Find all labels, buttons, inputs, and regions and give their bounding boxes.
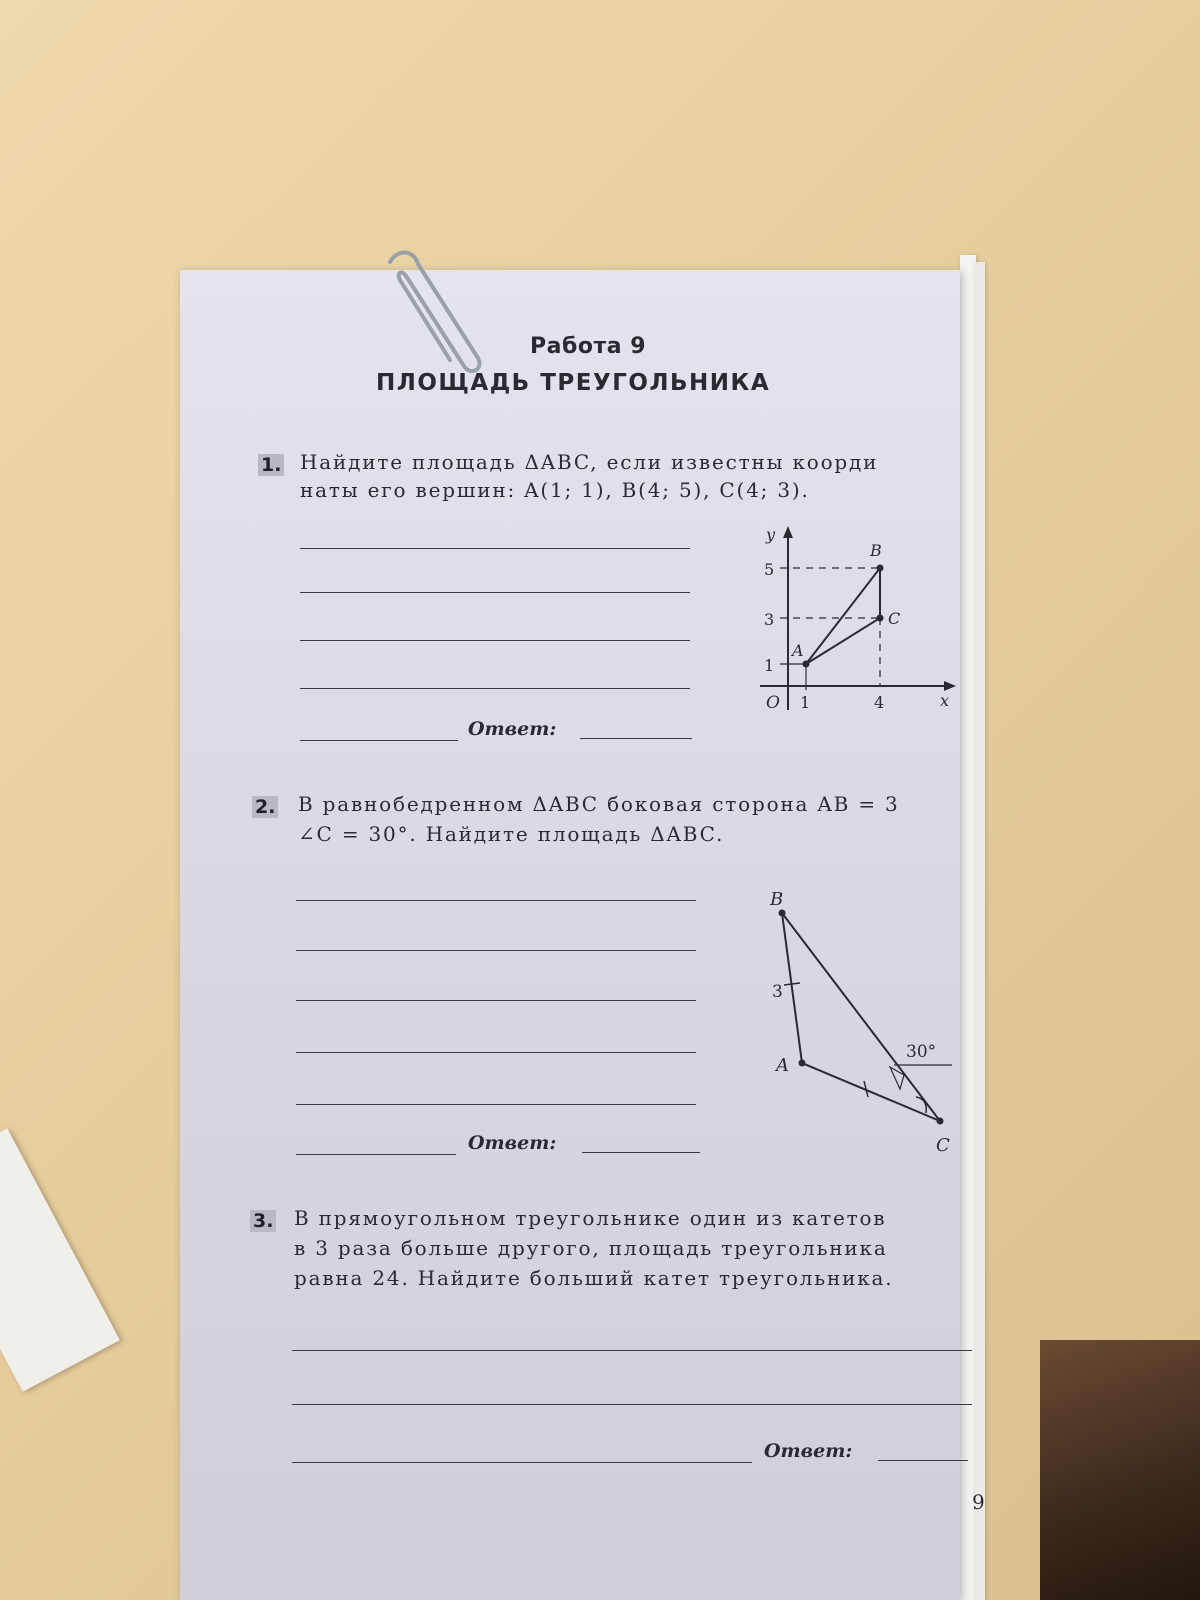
task-2-point-a: A — [776, 1055, 789, 1076]
task-1-y-tick-1: 1 — [764, 656, 775, 675]
task-1-origin-label: O — [766, 693, 780, 713]
task-2-answer-line — [296, 1104, 696, 1105]
task-2-angle-label: 30° — [906, 1042, 937, 1062]
task-3-line-2: в 3 раза больше другого, площадь треугольника — [294, 1236, 888, 1260]
topic-title: ПЛОЩАДЬ ТРЕУГОЛЬНИКА — [376, 370, 771, 396]
task-2-number: 2. — [252, 796, 278, 818]
task-1-answer-label: Ответ: — [468, 718, 557, 740]
task-1-x-tick-1: 1 — [800, 693, 811, 712]
task-2-answer-line — [296, 1000, 696, 1001]
task-2-answer-field[interactable] — [582, 1152, 700, 1153]
paper-stack-edge — [960, 255, 976, 1600]
task-1-point-b: B — [870, 541, 882, 560]
task-3-line-1: В прямоугольном треугольнике один из катетов — [294, 1206, 887, 1230]
page-number: 9 — [972, 1490, 985, 1514]
task-1-answer-line — [300, 688, 690, 689]
task-3-answer-line — [292, 1350, 972, 1351]
task-2-triangle-figure — [740, 875, 960, 1165]
task-2-answer-label: Ответ: — [468, 1132, 557, 1154]
task-2-answer-line — [296, 1154, 456, 1155]
task-1-point-c: C — [888, 609, 901, 628]
background-white-card — [0, 1128, 120, 1392]
task-3-answer-line — [292, 1462, 752, 1463]
task-1-line-1: Найдите площадь ΔABC, если известны коорди — [300, 450, 879, 474]
task-2-side-label: 3 — [772, 982, 783, 1002]
task-1-answer-line — [300, 592, 690, 593]
task-1-answer-line — [300, 740, 458, 741]
task-2-answer-line — [296, 1052, 696, 1053]
task-1-point-a: A — [792, 641, 804, 660]
task-2-answer-line — [296, 950, 696, 951]
task-1-answer-line — [300, 548, 690, 549]
work-title: Работа 9 — [530, 334, 647, 359]
task-1-line-2: наты его вершин: A(1; 1), B(4; 5), C(4; 3). — [300, 478, 810, 502]
task-2-line-2: ∠C = 30°. Найдите площадь ΔABC. — [298, 822, 725, 846]
task-2-point-b: B — [770, 889, 784, 910]
task-1-x-label: x — [940, 691, 950, 710]
task-3-line-3: равна 24. Найдите больший катет треугольника. — [294, 1266, 894, 1290]
paper-stack-edge-2 — [975, 262, 985, 1600]
task-3-answer-label: Ответ: — [764, 1440, 853, 1462]
task-1-answer-line — [300, 640, 690, 641]
task-3-answer-field[interactable] — [878, 1460, 968, 1461]
task-1-y-tick-3: 3 — [764, 610, 775, 629]
task-3-answer-line — [292, 1404, 972, 1405]
task-1-coordinate-figure — [740, 520, 960, 720]
task-1-y-label: y — [766, 525, 776, 544]
task-2-answer-line — [296, 900, 696, 901]
task-1-answer-field[interactable] — [580, 738, 692, 739]
background-dark-object — [1040, 1340, 1200, 1600]
task-2-point-c: C — [936, 1135, 950, 1156]
paperclip-icon — [370, 250, 490, 380]
task-2-line-1: В равнобедренном ΔABC боковая сторона AB = 3 — [298, 792, 900, 816]
worksheet-page — [180, 270, 985, 1600]
task-1-number: 1. — [258, 454, 284, 476]
task-1-x-tick-4: 4 — [874, 693, 885, 712]
task-1-y-tick-5: 5 — [764, 560, 775, 579]
task-3-number: 3. — [250, 1210, 276, 1232]
